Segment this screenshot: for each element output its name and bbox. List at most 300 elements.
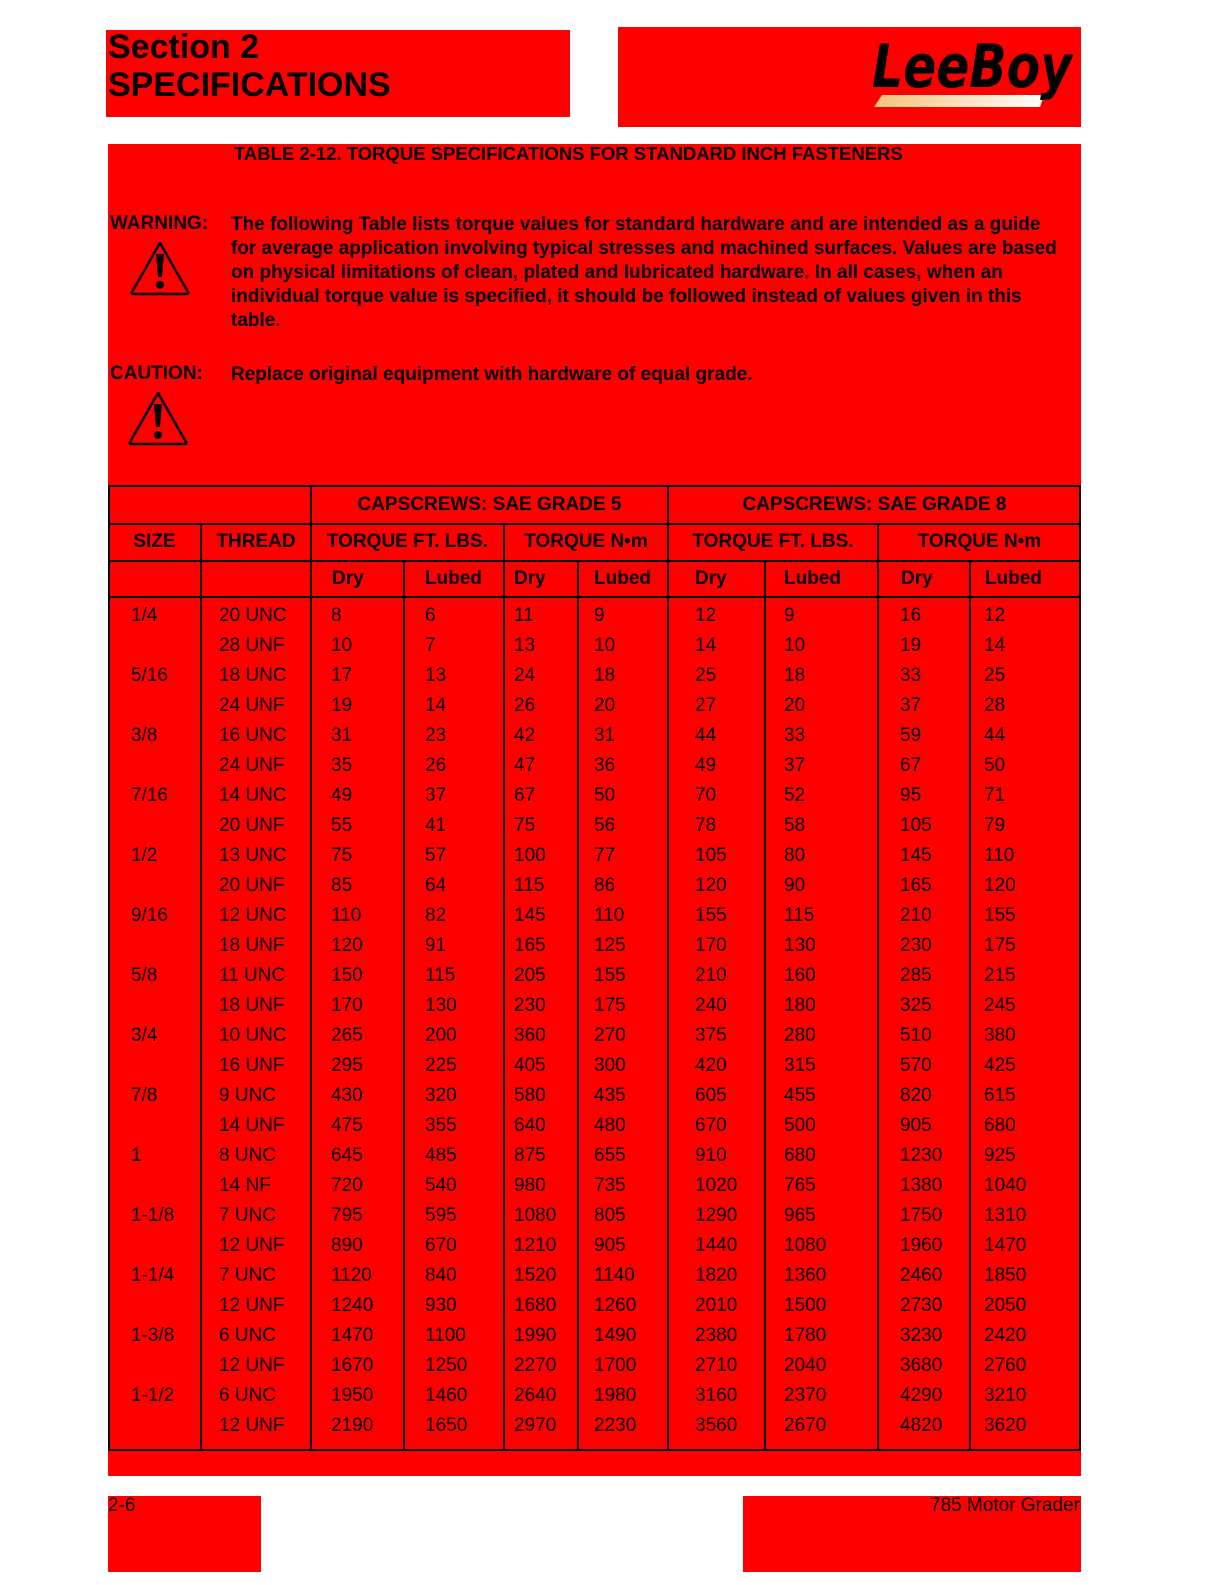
g5-nm-lubed-cell: 805: [594, 1205, 626, 1226]
g8-nm-lubed-cell: 425: [984, 1055, 1016, 1076]
g8-nm-dry-cell: 59: [900, 725, 922, 746]
table-row: [108, 1411, 1081, 1441]
table-row: [108, 1141, 1081, 1171]
g8-nm-dry-header: Dry: [901, 568, 933, 589]
g8-nm-dry-cell: 3230: [900, 1325, 943, 1346]
g5-nm-lubed-cell: 2230: [594, 1415, 637, 1436]
table-row: [108, 1201, 1081, 1231]
thread-cell: 20 UNF: [219, 875, 285, 896]
g8-ftlbs-dry-cell: 14: [695, 635, 717, 656]
g5-ftlbs-lubed-cell: 225: [425, 1055, 457, 1076]
g5-ftlbs-lubed-cell: 320: [425, 1085, 457, 1106]
g5-ftlbs-dry-cell: 120: [331, 935, 363, 956]
g8-ftlbs-dry-cell: 78: [695, 815, 717, 836]
g8-ftlbs-dry-cell: 12: [695, 605, 717, 626]
thread-header: THREAD: [216, 531, 296, 552]
thread-cell: 8 UNC: [219, 1145, 277, 1166]
g5-nm-dry-cell: 67: [514, 785, 536, 806]
thread-cell: 11 UNC: [219, 965, 286, 986]
thread-cell: 10 UNC: [219, 1025, 287, 1046]
table-row: [108, 781, 1081, 811]
g8-ftlbs-header: TORQUE FT. LBS.: [692, 531, 854, 552]
table-row: [108, 601, 1081, 631]
g5-nm-lubed-cell: 125: [594, 935, 626, 956]
table-row: [108, 901, 1081, 931]
table-row: [108, 721, 1081, 751]
g5-ftlbs-lubed-header: Lubed: [425, 568, 482, 589]
table-row: [108, 661, 1081, 691]
table-row: [108, 841, 1081, 871]
g8-nm-lubed-cell: 2050: [984, 1295, 1027, 1316]
g8-nm-dry-cell: 570: [900, 1055, 932, 1076]
g8-ftlbs-lubed-cell: 680: [784, 1145, 816, 1166]
thread-cell: 16 UNC: [219, 725, 287, 746]
size-cell: 5/8: [131, 965, 158, 986]
g5-ftlbs-lubed-cell: 57: [425, 845, 447, 866]
g5-ftlbs-dry-cell: 295: [331, 1055, 363, 1076]
table-row: [108, 811, 1081, 841]
g5-ftlbs-dry-cell: 645: [331, 1145, 363, 1166]
g8-nm-dry-cell: 4820: [900, 1415, 943, 1436]
g8-nm-dry-cell: 2460: [900, 1265, 943, 1286]
g5-ftlbs-dry-cell: 35: [331, 755, 353, 776]
g8-nm-dry-cell: 95: [900, 785, 922, 806]
g8-ftlbs-dry-cell: 670: [695, 1115, 727, 1136]
g5-nm-dry-cell: 100: [514, 845, 546, 866]
g8-nm-lubed-cell: 120: [984, 875, 1016, 896]
g8-ftlbs-dry-header: Dry: [695, 568, 727, 589]
g5-ftlbs-lubed-cell: 26: [425, 755, 447, 776]
g8-nm-dry-cell: 105: [900, 815, 932, 836]
thread-cell: 18 UNF: [219, 995, 285, 1016]
g8-nm-dry-cell: 3680: [900, 1355, 943, 1376]
g8-ftlbs-lubed-cell: 20: [784, 695, 806, 716]
g8-nm-lubed-cell: 1470: [984, 1235, 1027, 1256]
g8-ftlbs-dry-cell: 1440: [695, 1235, 738, 1256]
g8-ftlbs-dry-cell: 3160: [695, 1385, 738, 1406]
g5-ftlbs-lubed-cell: 13: [425, 665, 447, 686]
table-row: [108, 1381, 1081, 1411]
g5-nm-lubed-cell: 20: [594, 695, 616, 716]
g8-nm-lubed-cell: 3210: [984, 1385, 1027, 1406]
g5-nm-lubed-cell: 50: [594, 785, 616, 806]
g5-ftlbs-dry-cell: 85: [331, 875, 353, 896]
g8-ftlbs-lubed-cell: 33: [784, 725, 806, 746]
g5-ftlbs-lubed-cell: 1650: [425, 1415, 468, 1436]
g5-ftlbs-lubed-cell: 670: [425, 1235, 457, 1256]
thread-cell: 6 UNC: [219, 1325, 277, 1346]
thread-cell: 12 UNF: [219, 1415, 285, 1436]
g8-nm-lubed-cell: 615: [984, 1085, 1016, 1106]
g8-ftlbs-lubed-cell: 455: [784, 1085, 816, 1106]
g8-ftlbs-lubed-cell: 37: [784, 755, 806, 776]
thread-cell: 6 UNC: [219, 1385, 277, 1406]
g8-nm-dry-cell: 1380: [900, 1175, 943, 1196]
g5-nm-dry-cell: 2640: [514, 1385, 557, 1406]
thread-cell: 16 UNF: [219, 1055, 285, 1076]
g5-nm-dry-cell: 405: [514, 1055, 546, 1076]
g8-nm-dry-cell: 145: [900, 845, 932, 866]
g8-ftlbs-dry-cell: 1290: [695, 1205, 738, 1226]
g8-ftlbs-dry-cell: 120: [695, 875, 727, 896]
thread-cell: 14 UNF: [219, 1115, 285, 1136]
g8-ftlbs-lubed-cell: 1360: [784, 1265, 827, 1286]
g5-ftlbs-dry-cell: 475: [331, 1115, 363, 1136]
g5-nm-lubed-cell: 10: [594, 635, 616, 656]
g5-nm-dry-cell: 47: [514, 755, 536, 776]
g8-nm-lubed-cell: 110: [984, 845, 1015, 866]
g5-ftlbs-dry-cell: 795: [331, 1205, 363, 1226]
g5-ftlbs-dry-cell: 2190: [331, 1415, 374, 1436]
product-name: 785 Motor Grader: [930, 1495, 1080, 1516]
g5-nm-lubed-cell: 9: [594, 605, 605, 626]
g5-nm-lubed-cell: 435: [594, 1085, 626, 1106]
g8-ftlbs-dry-cell: 3560: [695, 1415, 738, 1436]
table-row: [108, 1021, 1081, 1051]
g5-ftlbs-lubed-cell: 14: [425, 695, 447, 716]
g5-nm-lubed-cell: 300: [594, 1055, 626, 1076]
g5-ftlbs-lubed-cell: 6: [425, 605, 436, 626]
g5-nm-dry-cell: 42: [514, 725, 536, 746]
g8-ftlbs-dry-cell: 49: [695, 755, 717, 776]
g5-ftlbs-lubed-cell: 930: [425, 1295, 457, 1316]
g5-nm-dry-cell: 640: [514, 1115, 546, 1136]
table-title: TABLE 2-12. TORQUE SPECIFICATIONS FOR STANDARD INCH FASTENERS: [234, 143, 903, 164]
g8-nm-lubed-cell: 14: [984, 635, 1006, 656]
g5-ftlbs-lubed-cell: 130: [425, 995, 457, 1016]
g8-ftlbs-dry-cell: 2710: [695, 1355, 738, 1376]
g8-ftlbs-lubed-cell: 2040: [784, 1355, 827, 1376]
size-cell: 3/8: [131, 725, 158, 746]
g8-nm-dry-cell: 210: [900, 905, 932, 926]
g5-ftlbs-dry-cell: 19: [331, 695, 353, 716]
size-cell: 5/16: [131, 665, 168, 686]
g5-ftlbs-lubed-cell: 23: [425, 725, 447, 746]
table-row: [108, 1291, 1081, 1321]
table-row: [108, 871, 1081, 901]
g5-nm-dry-cell: 360: [514, 1025, 546, 1046]
g5-nm-dry-cell: 1520: [514, 1265, 557, 1286]
size-cell: 1/2: [131, 845, 158, 866]
g5-ftlbs-dry-cell: 430: [331, 1085, 363, 1106]
g5-ftlbs-dry-cell: 1670: [331, 1355, 374, 1376]
g8-nm-dry-cell: 2730: [900, 1295, 943, 1316]
size-cell: 3/4: [131, 1025, 158, 1046]
g8-nm-dry-cell: 820: [900, 1085, 932, 1106]
g5-ftlbs-dry-cell: 1120: [331, 1265, 372, 1286]
g8-ftlbs-lubed-cell: 180: [784, 995, 816, 1016]
g8-ftlbs-dry-cell: 2380: [695, 1325, 738, 1346]
g8-ftlbs-lubed-header: Lubed: [784, 568, 841, 589]
g8-ftlbs-lubed-cell: 80: [784, 845, 806, 866]
thread-cell: 24 UNF: [219, 755, 285, 776]
caution-label: CAUTION:: [110, 363, 203, 384]
g5-ftlbs-dry-cell: 31: [331, 725, 353, 746]
g5-ftlbs-dry-cell: 1950: [331, 1385, 374, 1406]
g5-nm-dry-cell: 2270: [514, 1355, 557, 1376]
size-cell: 1: [131, 1145, 142, 1166]
g5-nm-lubed-cell: 110: [594, 905, 625, 926]
g8-nm-lubed-cell: 215: [984, 965, 1016, 986]
g5-ftlbs-dry-cell: 1240: [331, 1295, 374, 1316]
g5-ftlbs-lubed-cell: 37: [425, 785, 447, 806]
thread-cell: 28 UNF: [219, 635, 285, 656]
g5-ftlbs-lubed-cell: 1100: [425, 1325, 466, 1346]
g5-nm-lubed-cell: 1980: [594, 1385, 637, 1406]
g8-ftlbs-lubed-cell: 2670: [784, 1415, 827, 1436]
g5-nm-dry-cell: 115: [514, 875, 545, 896]
g8-ftlbs-lubed-cell: 130: [784, 935, 816, 956]
g8-nm-dry-cell: 19: [900, 635, 922, 656]
caution-text: Replace original equipment with hardware of equal grade.: [231, 364, 753, 385]
g8-ftlbs-dry-cell: 2010: [695, 1295, 738, 1316]
g8-ftlbs-dry-cell: 605: [695, 1085, 727, 1106]
g5-nm-lubed-cell: 1140: [594, 1265, 635, 1286]
g5-nm-lubed-cell: 270: [594, 1025, 626, 1046]
g5-nm-lubed-cell: 1700: [594, 1355, 637, 1376]
g5-nm-dry-cell: 1990: [514, 1325, 557, 1346]
size-cell: 1/4: [131, 605, 158, 626]
g8-ftlbs-lubed-cell: 115: [784, 905, 815, 926]
g5-ftlbs-lubed-cell: 200: [425, 1025, 457, 1046]
thread-cell: 12 UNF: [219, 1355, 285, 1376]
g8-nm-dry-cell: 37: [900, 695, 922, 716]
g5-ftlbs-dry-cell: 150: [331, 965, 363, 986]
g5-ftlbs-dry-cell: 1470: [331, 1325, 374, 1346]
g8-nm-lubed-cell: 50: [984, 755, 1006, 776]
g5-ftlbs-lubed-cell: 115: [425, 965, 456, 986]
g8-nm-lubed-cell: 245: [984, 995, 1016, 1016]
thread-cell: 13 UNC: [219, 845, 287, 866]
g5-nm-dry-cell: 875: [514, 1145, 546, 1166]
g8-ftlbs-dry-cell: 27: [695, 695, 717, 716]
g8-ftlbs-dry-cell: 155: [695, 905, 727, 926]
thread-cell: 12 UNC: [219, 905, 287, 926]
grade8-header: CAPSCREWS: SAE GRADE 8: [742, 494, 1007, 515]
g8-nm-dry-cell: 1750: [900, 1205, 943, 1226]
g5-nm-dry-cell: 1080: [514, 1205, 557, 1226]
table-row: [108, 1051, 1081, 1081]
thread-cell: 14 NF: [219, 1175, 271, 1196]
g5-nm-dry-cell: 1680: [514, 1295, 557, 1316]
g5-nm-dry-cell: 165: [514, 935, 546, 956]
table-row: [108, 1171, 1081, 1201]
g8-ftlbs-dry-cell: 910: [695, 1145, 727, 1166]
g8-ftlbs-dry-cell: 1820: [695, 1265, 738, 1286]
g8-ftlbs-dry-cell: 170: [695, 935, 727, 956]
g5-nm-dry-cell: 24: [514, 665, 536, 686]
g8-nm-dry-cell: 1960: [900, 1235, 943, 1256]
g8-nm-dry-cell: 325: [900, 995, 932, 1016]
g5-nm-dry-cell: 75: [514, 815, 536, 836]
table-row: [108, 1321, 1081, 1351]
g8-ftlbs-lubed-cell: 58: [784, 815, 806, 836]
g5-ftlbs-dry-cell: 75: [331, 845, 353, 866]
size-cell: 1-3/8: [131, 1325, 175, 1346]
thread-cell: 12 UNF: [219, 1235, 285, 1256]
g8-nm-lubed-cell: 44: [984, 725, 1006, 746]
g5-ftlbs-lubed-cell: 595: [425, 1205, 457, 1226]
g8-nm-dry-cell: 905: [900, 1115, 932, 1136]
g8-nm-lubed-cell: 175: [984, 935, 1016, 956]
size-cell: 9/16: [131, 905, 168, 926]
table-row: [108, 1261, 1081, 1291]
g8-ftlbs-lubed-cell: 500: [784, 1115, 816, 1136]
thread-cell: 9 UNC: [219, 1085, 277, 1106]
g8-nm-lubed-cell: 12: [984, 605, 1006, 626]
g8-ftlbs-lubed-cell: 765: [784, 1175, 816, 1196]
table-row: [108, 1081, 1081, 1111]
g8-nm-dry-cell: 230: [900, 935, 932, 956]
g5-nm-dry-cell: 205: [514, 965, 546, 986]
g5-nm-header: TORQUE N•m: [524, 531, 648, 552]
thread-cell: 7 UNC: [219, 1205, 277, 1226]
g5-nm-lubed-cell: 155: [594, 965, 626, 986]
g8-nm-header: TORQUE N•m: [917, 531, 1042, 552]
g5-ftlbs-lubed-cell: 485: [425, 1145, 457, 1166]
g8-nm-dry-cell: 285: [900, 965, 932, 986]
g5-ftlbs-dry-cell: 170: [331, 995, 363, 1016]
g8-nm-lubed-cell: 680: [984, 1115, 1016, 1136]
g5-nm-lubed-cell: 36: [594, 755, 616, 776]
g8-nm-lubed-cell: 1850: [984, 1265, 1027, 1286]
g8-nm-lubed-cell: 2420: [984, 1325, 1027, 1346]
g8-ftlbs-lubed-cell: 280: [784, 1025, 816, 1046]
thread-cell: 20 UNF: [219, 815, 285, 836]
size-cell: 7/8: [131, 1085, 158, 1106]
g5-nm-dry-cell: 230: [514, 995, 546, 1016]
g5-nm-dry-cell: 980: [514, 1175, 546, 1196]
g5-ftlbs-lubed-cell: 1460: [425, 1385, 468, 1406]
g5-nm-dry-cell: 2970: [514, 1415, 557, 1436]
g5-ftlbs-lubed-cell: 540: [425, 1175, 457, 1196]
g8-ftlbs-lubed-cell: 1080: [784, 1235, 827, 1256]
size-cell: 1-1/2: [131, 1385, 175, 1406]
g5-nm-lubed-cell: 56: [594, 815, 616, 836]
g8-nm-dry-cell: 165: [900, 875, 932, 896]
table-row: [108, 631, 1081, 661]
leeboy-logo: [868, 27, 1080, 109]
g8-nm-dry-cell: 510: [900, 1025, 932, 1046]
g5-ftlbs-header: TORQUE FT. LBS.: [326, 531, 489, 552]
thread-cell: 24 UNF: [219, 695, 285, 716]
g5-nm-lubed-cell: 31: [594, 725, 616, 746]
table-row: [108, 991, 1081, 1021]
g8-nm-dry-cell: 4290: [900, 1385, 943, 1406]
g8-ftlbs-dry-cell: 375: [695, 1025, 727, 1046]
g8-ftlbs-lubed-cell: 10: [784, 635, 806, 656]
torque-table: [108, 485, 1081, 1451]
g8-ftlbs-lubed-cell: 52: [784, 785, 806, 806]
g8-nm-dry-cell: 33: [900, 665, 922, 686]
svg-text:LeeBoy: LeeBoy: [872, 32, 1075, 102]
g5-ftlbs-lubed-cell: 7: [425, 635, 436, 656]
table-row: [108, 1231, 1081, 1261]
g5-nm-dry-cell: 1210: [514, 1235, 557, 1256]
section-label: Section 2: [108, 28, 260, 66]
g8-nm-lubed-cell: 28: [984, 695, 1006, 716]
g8-ftlbs-lubed-cell: 965: [784, 1205, 816, 1226]
g5-ftlbs-dry-cell: 720: [331, 1175, 363, 1196]
size-cell: 1-1/8: [131, 1205, 175, 1226]
thread-cell: 18 UNC: [219, 665, 287, 686]
g8-nm-lubed-cell: 1040: [984, 1175, 1027, 1196]
table-row: [108, 931, 1081, 961]
thread-cell: 14 UNC: [219, 785, 287, 806]
g8-ftlbs-dry-cell: 420: [695, 1055, 727, 1076]
g5-nm-lubed-cell: 655: [594, 1145, 626, 1166]
table-row: [108, 691, 1081, 721]
g8-ftlbs-dry-cell: 210: [695, 965, 727, 986]
g5-nm-lubed-cell: 480: [594, 1115, 626, 1136]
g5-nm-lubed-cell: 1260: [594, 1295, 637, 1316]
g5-nm-dry-cell: 145: [514, 905, 546, 926]
g8-ftlbs-dry-cell: 240: [695, 995, 727, 1016]
g8-ftlbs-lubed-cell: 160: [784, 965, 816, 986]
g5-ftlbs-dry-cell: 17: [331, 665, 353, 686]
g5-ftlbs-dry-cell: 890: [331, 1235, 363, 1256]
table-row: [108, 751, 1081, 781]
g8-ftlbs-lubed-cell: 9: [784, 605, 795, 626]
thread-cell: 20 UNC: [219, 605, 287, 626]
g8-ftlbs-dry-cell: 25: [695, 665, 717, 686]
g8-nm-lubed-cell: 2760: [984, 1355, 1027, 1376]
g8-ftlbs-lubed-cell: 90: [784, 875, 806, 896]
g8-nm-lubed-cell: 925: [984, 1145, 1016, 1166]
g5-ftlbs-dry-cell: 8: [331, 605, 342, 626]
g5-ftlbs-dry-cell: 10: [331, 635, 353, 656]
g8-nm-lubed-cell: 380: [984, 1025, 1016, 1046]
g8-nm-lubed-cell: 79: [984, 815, 1006, 836]
g5-ftlbs-dry-cell: 110: [331, 905, 362, 926]
g8-ftlbs-lubed-cell: 1500: [784, 1295, 827, 1316]
g5-ftlbs-dry-cell: 265: [331, 1025, 363, 1046]
caution-triangle-icon: [127, 390, 189, 446]
section-title: SPECIFICATIONS: [108, 66, 391, 104]
warning-text: The following Table lists torque values for standard hardware and are intended as a guide for average application involving typical stresses and machined surfaces. Values are based on physical limitations of clean, plated and lubricated hardware. In all cases, when an individual torque value is specified, it should be followed instead of values given in this table.: [231, 214, 1057, 331]
g5-ftlbs-lubed-cell: 41: [425, 815, 447, 836]
g5-nm-dry-cell: 11: [514, 605, 534, 626]
g5-nm-dry-header: Dry: [514, 568, 546, 589]
warning-label: WARNING:: [110, 213, 209, 234]
g5-nm-lubed-cell: 86: [594, 875, 616, 896]
g5-ftlbs-dry-cell: 55: [331, 815, 353, 836]
g5-ftlbs-lubed-cell: 1250: [425, 1355, 468, 1376]
size-cell: 7/16: [131, 785, 168, 806]
thread-cell: 7 UNC: [219, 1265, 277, 1286]
g5-ftlbs-dry-header: Dry: [332, 568, 364, 589]
warning-triangle-icon: [129, 240, 191, 296]
g5-nm-lubed-cell: 735: [594, 1175, 626, 1196]
thread-cell: 18 UNF: [219, 935, 285, 956]
g8-nm-lubed-cell: 25: [984, 665, 1006, 686]
g8-nm-dry-cell: 67: [900, 755, 922, 776]
g5-ftlbs-lubed-cell: 82: [425, 905, 447, 926]
table-row: [108, 1351, 1081, 1381]
section-heading: [108, 28, 391, 104]
g5-nm-lubed-cell: 18: [594, 665, 616, 686]
table-row: [108, 1111, 1081, 1141]
g8-ftlbs-lubed-cell: 1780: [784, 1325, 827, 1346]
g5-nm-dry-cell: 580: [514, 1085, 546, 1106]
g5-ftlbs-lubed-cell: 64: [425, 875, 447, 896]
size-header: SIZE: [133, 531, 176, 552]
g8-nm-dry-cell: 16: [900, 605, 922, 626]
g5-nm-lubed-header: Lubed: [594, 568, 651, 589]
g5-ftlbs-lubed-cell: 355: [425, 1115, 457, 1136]
g8-ftlbs-dry-cell: 105: [695, 845, 727, 866]
g5-nm-dry-cell: 26: [514, 695, 536, 716]
